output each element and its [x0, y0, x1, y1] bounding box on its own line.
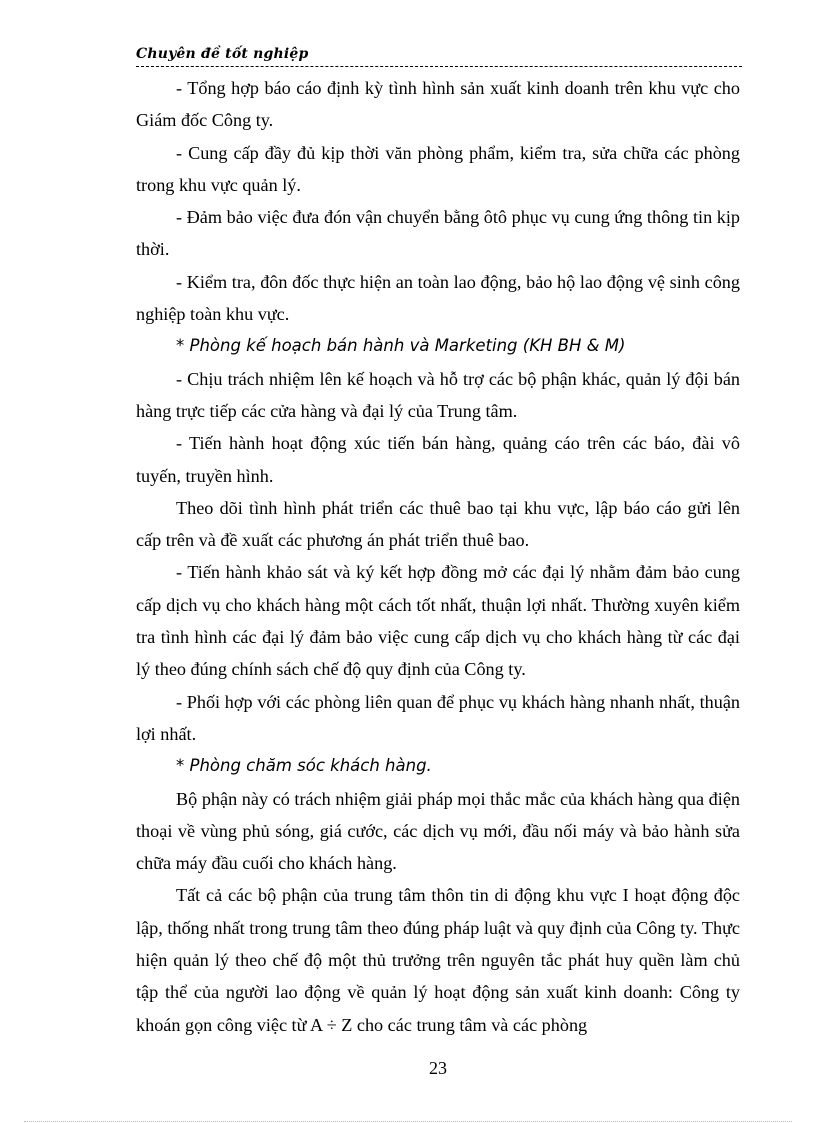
paragraph-6: - Chịu trách nhiệm lên kế hoạch và hỗ trợ các bộ phận khác, quản lý đội bán hàng trực tiếp các cửa hàng và đại lý của Trung tâm. [136, 368, 740, 421]
running-header [136, 44, 742, 67]
section-heading-customer-care: * Phòng chăm sóc khách hàng. [176, 756, 432, 776]
page-number: 23 [429, 1058, 447, 1078]
paragraph-10: - Phối hợp với các phòng liên quan để phục vụ khách hàng nhanh nhất, thuận lợi nhất. [136, 691, 740, 744]
paragraph-7: - Tiến hành hoạt động xúc tiến bán hàng, quảng cáo trên các báo, đài vô tuyến, truyền hình. [136, 433, 740, 486]
paragraph-4: - Kiểm tra, đôn đốc thực hiện an toàn lao động, bảo hộ lao động vệ sinh công nghiệp toàn khu vực. [136, 271, 740, 325]
paragraph-2: - Cung cấp đầy đủ kịp thời văn phòng phẩm, kiểm tra, sửa chữa các phòng trong khu vực quản lý. [136, 142, 740, 195]
header-title: Chuyên đề tốt nghiệp [136, 46, 312, 62]
paragraph-13: Tất cả các bộ phận của trung tâm thôn tin di động khu vực I hoạt động độc lập, thống nhất trong trung tâm theo đúng pháp luật và quy định của Công ty. Thực hiện quản lý theo chế độ một thủ trưởng trên nguyên tắc phát huy quền làm chủ tập thể của người lao động về quản lý hoạt động sản xuất kinh doanh: Công ty khoán gọn công việc từ A ÷ Z cho các trung tâm và các phòng [136, 885, 740, 1035]
paragraph-9: - Tiến hành khảo sát và ký kết hợp đồng mở các đại lý nhằm đảm bảo cung cấp dịch vụ cho khách hàng một cách tốt nhất, thuận lợi nhất. Thường xuyên kiểm tra tình hình các đại lý đảm bảo việc cung cấp dịch vụ cho khách hàng từ các đại lý theo đúng chính sách chế độ quy định của Công ty. [136, 562, 740, 680]
paragraph-12: Bộ phận này có trách nhiệm giải pháp mọi thắc mắc của khách hàng qua điện thoại về vùng phủ sóng, giá cước, các dịch vụ mới, đầu nối máy và bảo hành sửa chữa máy đầu cuối cho khách hàng. [136, 788, 740, 874]
section-heading-marketing: * Phòng kế hoạch bán hành và Marketing (KH BH & M) [176, 336, 626, 356]
body-text [136, 72, 740, 1041]
footer-divider [24, 1121, 792, 1122]
paragraph-8: Theo dõi tình hình phát triển các thuê bao tại khu vực, lập báo cáo gửi lên cấp trên và đề xuất các phương án phát triển thuê bao. [136, 497, 740, 551]
paragraph-3: - Đảm bảo việc đưa đón vận chuyển bằng ôtô phục vụ cung ứng thông tin kịp thời. [136, 207, 740, 260]
paragraph-1: - Tổng hợp báo cáo định kỳ tình hình sản xuất kinh doanh trên khu vực cho Giám đốc Công ty. [136, 78, 740, 131]
